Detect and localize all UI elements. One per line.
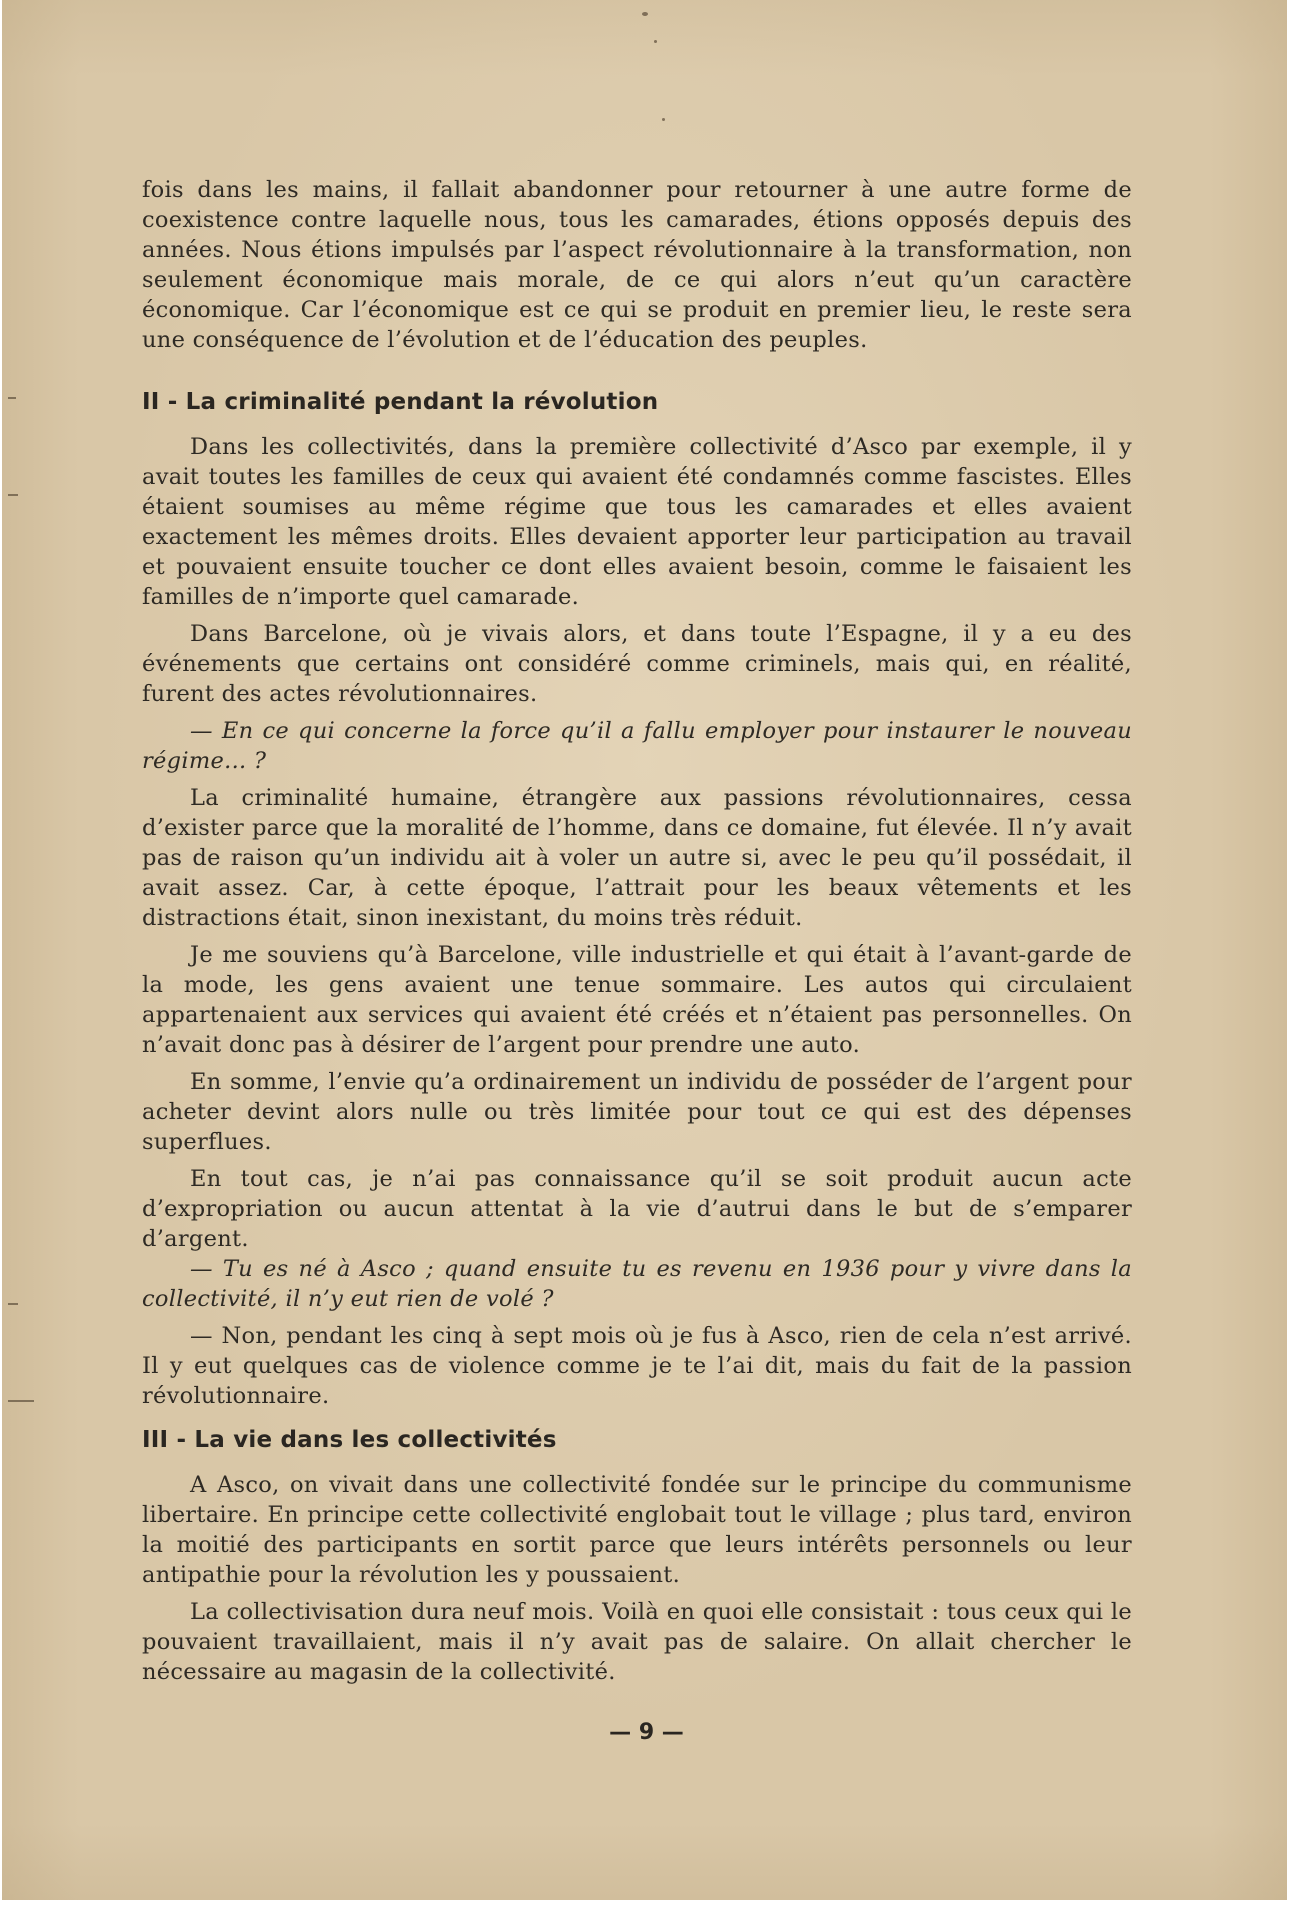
paragraph: Dans les collectivités, dans la première collectivité d’Asco par exemple, il y avait toutes les familles de ceux qui avaient été condamnés comme fascistes. Elles étaient soumises au même régime que tous les camarades et elles avaient exactement les mêmes droits. Elles devaient apporter leur participation au travail et pouvaient ensuite toucher ce dont elles avaient besoin, comme le faisaient les familles de n’importe quel camarade. [142, 434, 1132, 610]
paragraph: fois dans les mains, il fallait abandonner pour retourner à une autre forme de coexistence contre laquelle nous, tous les camarades, étions opposés depuis des années. Nous étions impulsés par l’aspect révolutionnaire à la transformation, non seulement économique mais morale, de ce qui alors n’eut qu’un caractère économique. Car l’économique est ce qui se produit en premier lieu, le reste sera une conséquence de l’évolution et de l’éducation des peuples. [142, 177, 1132, 353]
paragraph: Je me souviens qu’à Barcelone, ville industrielle et qui était à l’avant-garde de la mode, les gens avaient une tenue sommaire. Les autos qui circulaient appartenaient aux services qui avaient été créés et n’étaient pas personnelles. On n’avait donc pas à désirer de l’argent pour prendre une auto. [142, 942, 1132, 1058]
paper-speck [642, 12, 648, 16]
edge-mark [8, 1400, 34, 1402]
page-number: — 9 — [609, 1720, 684, 1745]
interview-question: — Tu es né à Asco ; quand ensuite tu es revenu en 1936 pour y vivre dans la collectivité, il n’y eut rien de volé ? [142, 1256, 1132, 1312]
paragraph: En tout cas, je n’ai pas connaissance qu’il se soit produit aucun acte d’expropriation ou aucun attentat à la vie d’autrui dans le but de s’emparer d’argent. [142, 1166, 1132, 1252]
paragraph: Dans Barcelone, où je vivais alors, et dans toute l’Espagne, il y a eu des événements que certains ont considéré comme criminels, mais qui, en réalité, furent des actes révolutionnaires. [142, 621, 1132, 707]
page-sheet [2, 0, 1287, 1900]
paragraph: La criminalité humaine, étrangère aux passions révolutionnaires, cessa d’exister parce que la moralité de l’homme, dans ce domaine, fut élevée. Il n’y avait pas de raison qu’un individu ait à voler un autre si, avec le peu qu’il possédait, il avait assez. Car, à cette époque, l’attrait pour les beaux vêtements et les distractions était, sinon inexistant, du moins très réduit. [142, 785, 1132, 931]
paragraph: En somme, l’envie qu’a ordinairement un individu de posséder de l’argent pour acheter devint alors nulle ou très limitée pour tout ce qui est des dépenses superflues. [142, 1069, 1132, 1155]
edge-mark [8, 494, 18, 496]
paragraph: La collectivisation dura neuf mois. Voilà en quoi elle consistait : tous ceux qui le pouvaient travaillaient, mais il n’y avait pas de salaire. On allait chercher le nécessaire au magasin de la collectivité. [142, 1599, 1132, 1685]
section-heading: III - La vie dans les collectivités [142, 1427, 557, 1453]
edge-mark [8, 1303, 18, 1305]
paragraph: — Non, pendant les cinq à sept mois où je fus à Asco, rien de cela n’est arrivé. Il y eut quelques cas de violence comme je te l’ai dit, mais du fait de la passion révolutionnaire. [142, 1323, 1132, 1409]
section-heading: II - La criminalité pendant la révolution [142, 389, 659, 415]
interview-question: — En ce qui concerne la force qu’il a fallu employer pour instaurer le nouveau régime... ? [142, 718, 1132, 774]
section-2-body [142, 432, 1132, 1411]
opening-text [142, 175, 1132, 355]
paper-speck [662, 118, 665, 121]
edge-mark [8, 397, 16, 399]
section-3-body [142, 1470, 1132, 1687]
paragraph: A Asco, on vivait dans une collectivité fondée sur le principe du communisme libertaire. En principe cette collectivité englobait tout le village ; plus tard, environ la moitié des participants en sortit parce que leurs intérêts personnels ou leur antipathie pour la révolution les y poussaient. [142, 1472, 1132, 1588]
paper-speck [654, 40, 657, 43]
